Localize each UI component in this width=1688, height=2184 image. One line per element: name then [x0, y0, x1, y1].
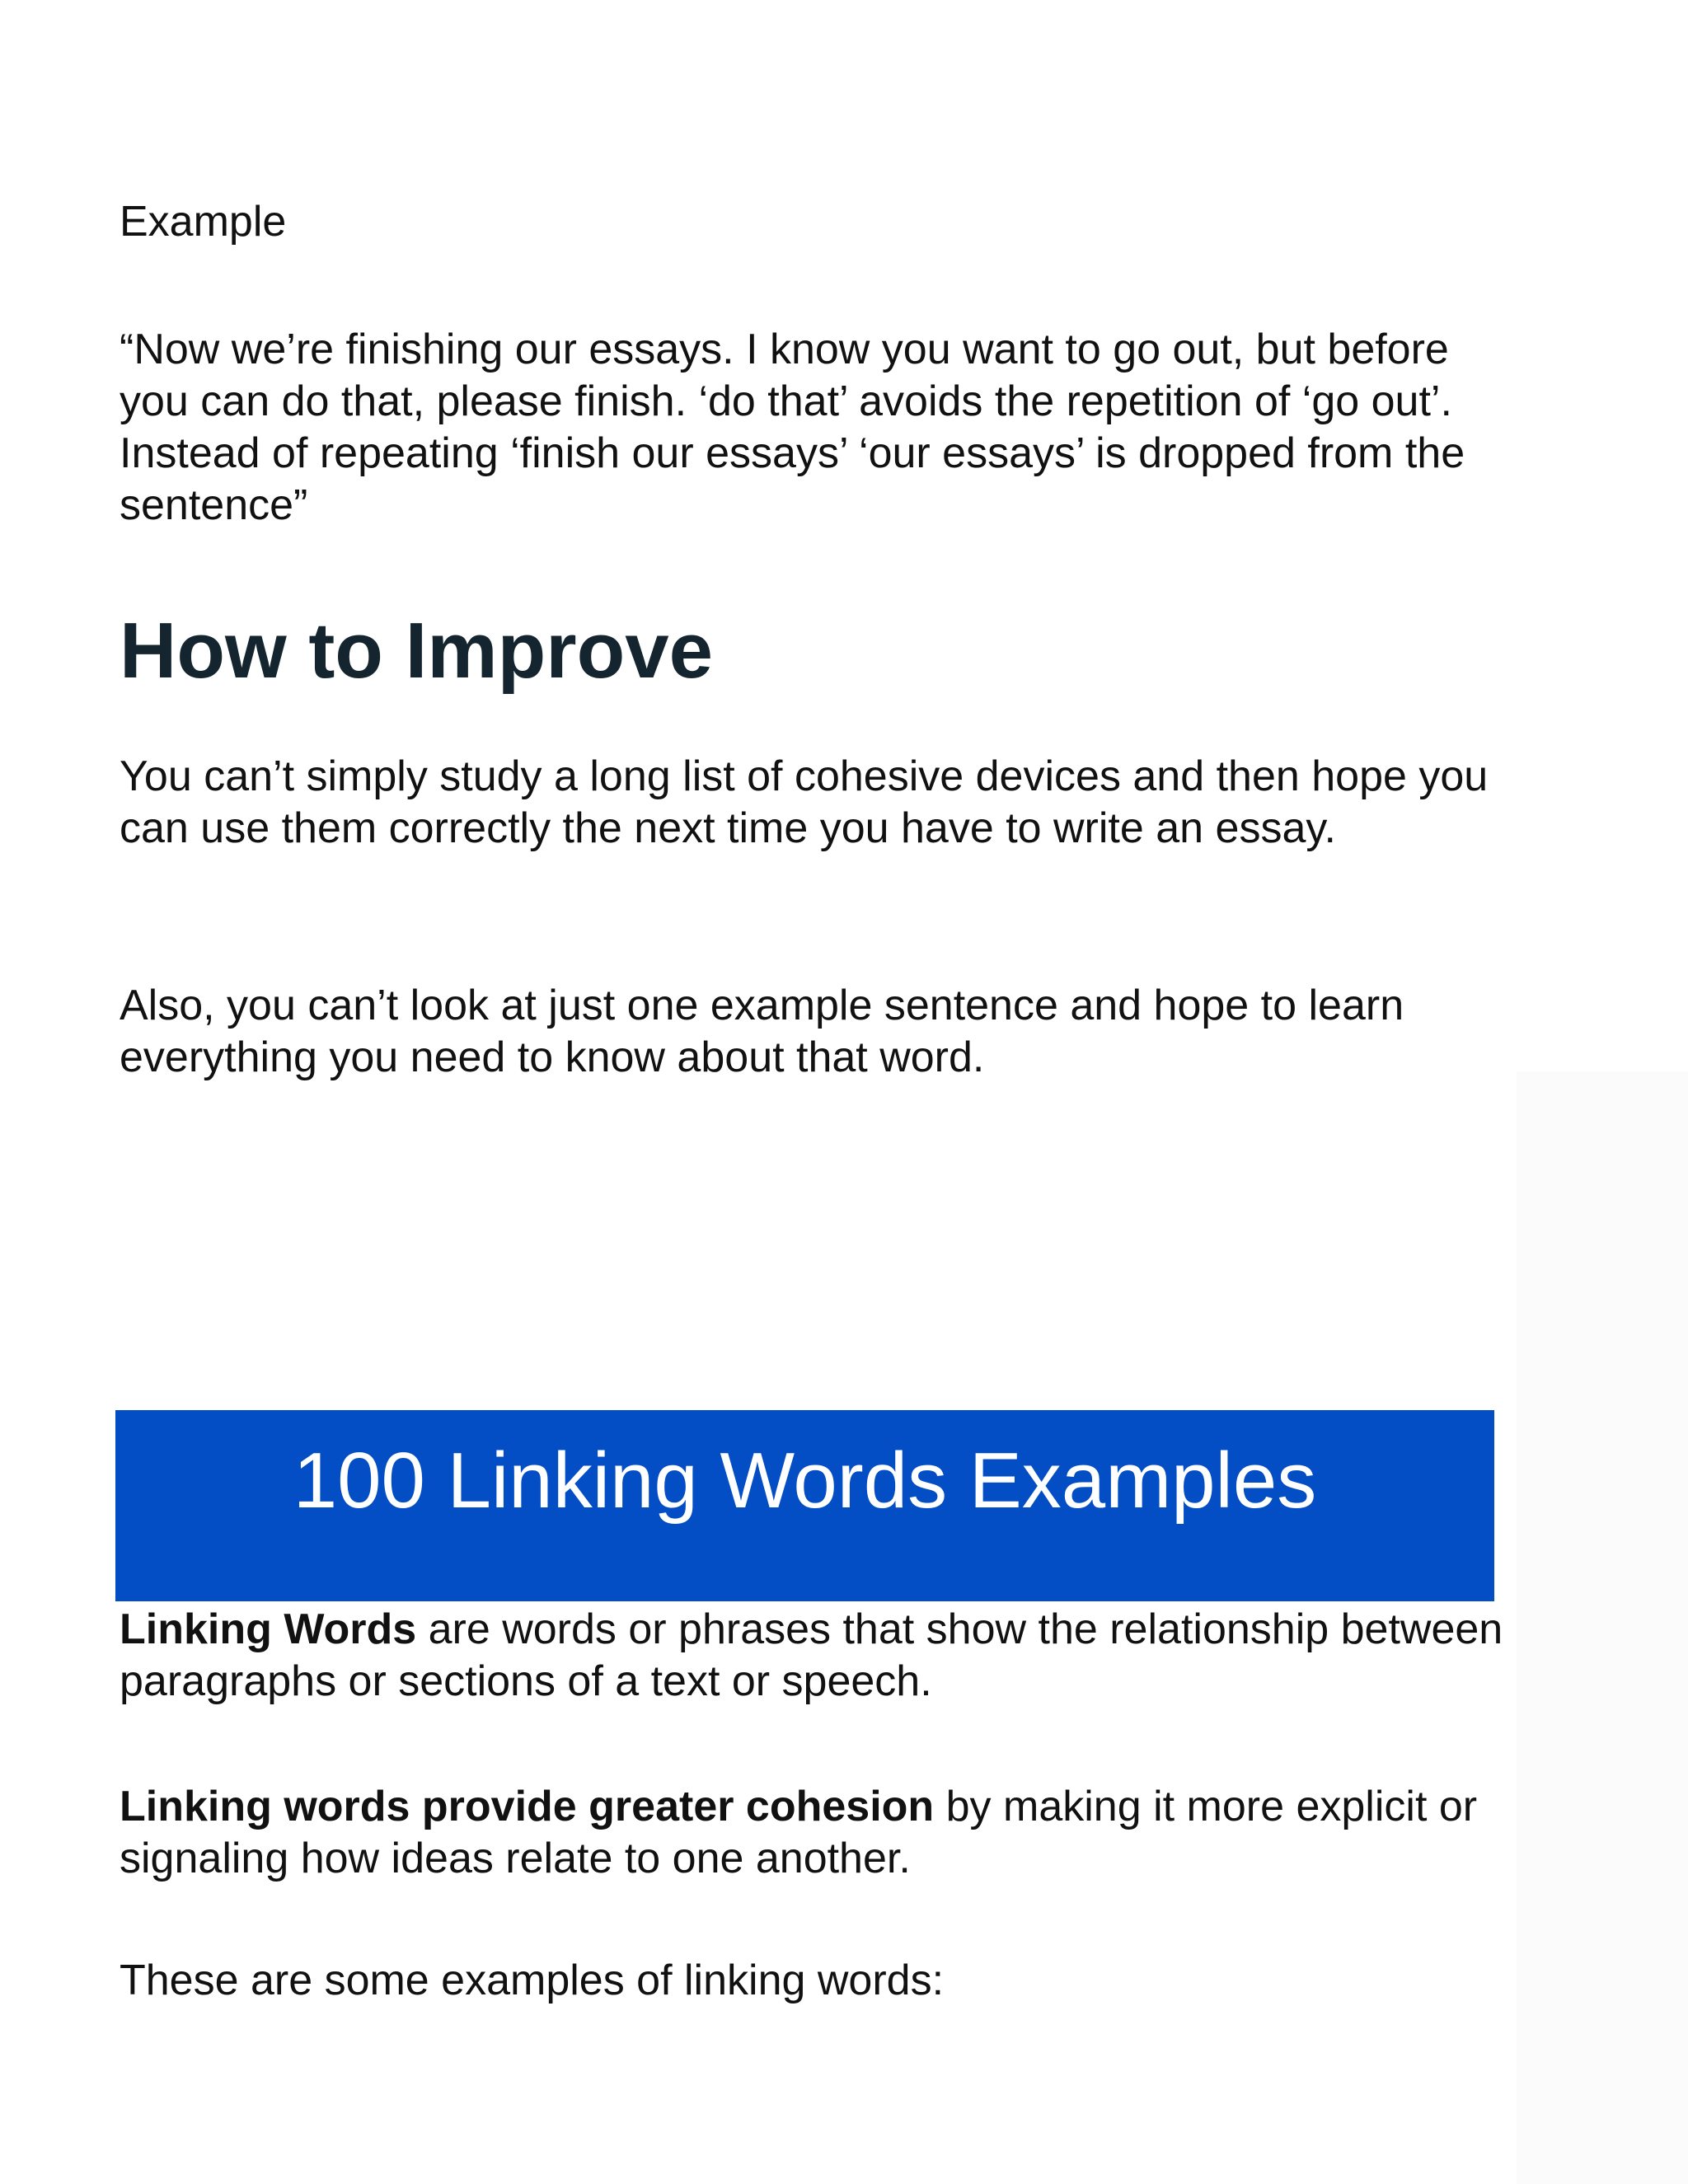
section-heading: How to Improve: [120, 607, 714, 695]
cohesion-emphasis: Linking words provide greater cohesion: [120, 1783, 935, 1830]
linking-words-term: Linking Words: [120, 1605, 417, 1653]
banner-title: 100 Linking Words Examples: [293, 1436, 1317, 1525]
linking-words-banner: [115, 1410, 1494, 1601]
example-quote: “Now we’re finishing our essays. I know you want to go out, but before you can do that, please finish. ‘do that’ avoids the repetition of ‘go out’. Instead of repeating ‘finish our essays’ ‘our essays’ is dropped from the sentence”: [120, 326, 1465, 529]
linking-definition-text: are words or phrases that show the relationship between paragraphs or sections of a text or speech.: [120, 1605, 1503, 1705]
paragraph-example-sentence: Also, you can’t look at just one example sentence and hope to learn everything you need to know about that word.: [120, 982, 1404, 1081]
paragraph-cohesion: [120, 1781, 1504, 1885]
paragraph-examples-intro: These are some examples of linking words:: [120, 1957, 945, 2004]
example-label: Example: [120, 198, 287, 246]
paragraph-linking-definition: [120, 1604, 1504, 1708]
cohesion-text: by making it more explicit or signaling how ideas relate to one another.: [120, 1783, 1478, 1882]
paragraph-cohesive-devices: You can’t simply study a long list of cohesive devices and then hope you can use them correctly the next time you have to write an essay.: [120, 752, 1489, 852]
page-shading: [1517, 1071, 1688, 2184]
